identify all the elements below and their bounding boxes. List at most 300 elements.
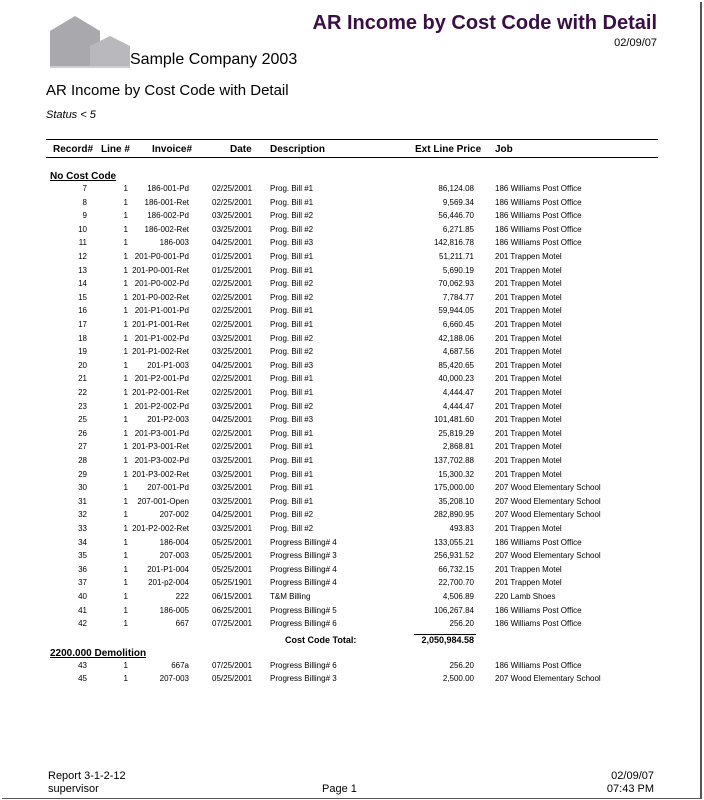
cell-line: 1 (123, 252, 128, 261)
cell-date: 06/25/2001 (212, 605, 253, 615)
table-row (0, 306, 704, 319)
table-row (0, 388, 704, 401)
group-header: No Cost Code (50, 171, 117, 182)
cell-description: Prog. Bill #1 (270, 197, 314, 207)
cell-job: 186 Williams Post Office (495, 211, 582, 221)
cell-record: 32 (78, 510, 87, 520)
cell-price: 256.20 (449, 660, 474, 670)
cell-description: Prog. Bill #1 (270, 374, 314, 384)
cell-line: 1 (123, 320, 128, 329)
cell-price: 175,000.00 (433, 483, 474, 493)
cell-line: 1 (123, 442, 128, 452)
cell-line: 1 (123, 428, 128, 438)
table-row (0, 442, 704, 455)
cell-date: 03/25/2001 (212, 496, 253, 506)
cell-price: 7,784.77 (442, 292, 474, 302)
cell-invoice: 207-003 (159, 551, 189, 561)
cell-price: 493.83 (449, 524, 474, 533)
table-row (0, 470, 704, 483)
table-row (0, 497, 704, 510)
col-header-record: Record# (53, 144, 94, 155)
cell-record: 7 (82, 184, 87, 193)
cell-description: Progress Billing# 3 (270, 551, 337, 561)
cell-date: 04/25/2001 (212, 510, 253, 520)
cell-invoice: 667a (171, 660, 189, 670)
cell-line: 1 (123, 660, 128, 670)
cell-invoice: 207-003 (159, 674, 189, 684)
cell-price: 4,444.47 (442, 401, 474, 411)
cell-date: 04/25/2001 (212, 360, 253, 370)
cell-job: 201 Trappen Motel (495, 374, 562, 384)
cell-description: Progress Billing# 3 (270, 674, 337, 684)
cell-record: 36 (78, 564, 87, 574)
cell-price: 133,055.21 (433, 537, 474, 547)
cell-description: Progress Billing# 6 (270, 619, 337, 629)
footer-date: 02/09/07 (611, 770, 654, 782)
cell-job: 201 Trappen Motel (495, 292, 562, 302)
table-row (0, 293, 704, 306)
cell-record: 10 (78, 224, 87, 234)
cell-line: 1 (123, 279, 128, 289)
cell-price: 4,687.56 (442, 347, 474, 357)
cell-description: Prog. Bill #2 (270, 510, 314, 520)
cell-job: 201 Trappen Motel (495, 456, 562, 465)
cell-line: 1 (123, 605, 128, 615)
cell-date: 03/25/2001 (212, 469, 253, 479)
cell-date: 03/25/2001 (212, 401, 253, 411)
cell-line: 1 (123, 292, 128, 302)
footer-time: 07:43 PM (606, 783, 654, 795)
table-row (0, 538, 704, 551)
cell-job: 201 Trappen Motel (495, 252, 562, 261)
cell-line: 1 (123, 456, 128, 465)
cell-description: Progress Billing# 4 (270, 564, 337, 574)
cell-date: 03/25/2001 (212, 224, 253, 234)
cell-date: 01/25/2001 (212, 252, 253, 261)
table-row (0, 347, 704, 360)
cell-invoice: 201-P0-002-Pd (134, 279, 189, 289)
cell-line: 1 (123, 674, 128, 684)
cell-date: 05/25/1901 (212, 578, 253, 588)
cell-job: 201 Trappen Motel (495, 279, 562, 289)
cell-description: Prog. Bill #2 (270, 524, 314, 533)
cell-date: 02/25/2001 (212, 320, 253, 329)
cell-invoice: 201-p2-004 (148, 578, 189, 588)
cell-date: 03/25/2001 (212, 456, 253, 465)
cell-line: 1 (123, 184, 128, 193)
cell-price: 56,446.70 (438, 211, 474, 221)
cell-invoice: 201-P1-002-Ret (132, 347, 189, 357)
cell-price: 70,062.93 (438, 279, 474, 289)
cell-job: 186 Williams Post Office (495, 660, 582, 670)
cell-record: 20 (78, 360, 87, 370)
cell-invoice: 186-002-Pd (147, 211, 189, 221)
cell-record: 28 (78, 456, 87, 465)
company-name: Sample Company 2003 (130, 51, 298, 68)
cell-record: 22 (78, 388, 87, 397)
cell-price: 25,819.29 (438, 428, 474, 438)
cell-record: 35 (78, 551, 87, 561)
cell-date: 03/25/2001 (212, 483, 253, 493)
table-row (0, 524, 704, 537)
cell-invoice: 201-P2-001-Pd (134, 374, 189, 384)
table-row (0, 361, 704, 374)
cell-job: 201 Trappen Motel (495, 333, 562, 343)
table-row (0, 510, 704, 523)
footer-page: Page 1 (322, 783, 357, 795)
cell-job: 207 Wood Elementary School (495, 674, 601, 684)
cell-description: Prog. Bill #2 (270, 333, 314, 343)
cell-job: 201 Trappen Motel (495, 442, 562, 452)
footer-user: supervisor (48, 783, 99, 795)
cell-job: 186 Williams Post Office (495, 197, 582, 207)
cell-date: 03/25/2001 (212, 211, 253, 221)
cell-line: 1 (123, 360, 128, 370)
table-row (0, 252, 704, 265)
cell-invoice: 222 (175, 592, 189, 601)
cell-invoice: 207-001-Open (137, 496, 189, 506)
cell-date: 03/25/2001 (212, 347, 253, 357)
cell-record: 37 (78, 578, 87, 588)
cell-date: 02/25/2001 (212, 428, 253, 438)
cell-price: 256,931.52 (433, 551, 474, 561)
cell-description: Prog. Bill #1 (270, 496, 314, 506)
table-row (0, 619, 704, 632)
cell-record: 21 (78, 374, 87, 384)
cell-line: 1 (123, 265, 128, 275)
cell-invoice: 201-P1-001-Ret (132, 320, 189, 329)
cell-job: 207 Wood Elementary School (495, 551, 601, 561)
footer-report-id: Report 3-1-2-12 (48, 770, 126, 782)
col-header-job: Job (495, 144, 513, 155)
cell-price: 22,700.70 (438, 578, 474, 588)
cell-line: 1 (123, 197, 128, 207)
cell-line: 1 (123, 537, 128, 547)
cell-line: 1 (123, 306, 128, 316)
cell-description: Progress Billing# 4 (270, 537, 337, 547)
cell-line: 1 (123, 415, 128, 425)
cell-price: 40,000.23 (438, 374, 474, 384)
cell-date: 07/25/2001 (212, 660, 253, 670)
cell-line: 1 (123, 592, 128, 601)
cell-date: 03/25/2001 (212, 524, 253, 533)
cell-price: 4,506.89 (442, 592, 474, 601)
cell-line: 1 (123, 619, 128, 629)
cell-line: 1 (123, 224, 128, 234)
cell-record: 34 (78, 537, 87, 547)
col-header-date: Date (230, 144, 252, 155)
table-row (0, 674, 704, 687)
cell-description: Prog. Bill #3 (270, 360, 314, 370)
cell-job: 201 Trappen Motel (495, 524, 562, 533)
cell-job: 201 Trappen Motel (495, 564, 562, 574)
cell-price: 35,208.10 (438, 496, 474, 506)
cell-date: 02/25/2001 (212, 442, 253, 452)
cell-date: 05/25/2001 (212, 674, 253, 684)
cell-job: 201 Trappen Motel (495, 401, 562, 411)
cell-description: Prog. Bill #2 (270, 211, 314, 221)
status-filter: Status < 5 (46, 109, 96, 121)
header-date: 02/09/07 (614, 37, 657, 49)
cell-line: 1 (123, 388, 128, 397)
cell-date: 05/25/2001 (212, 537, 253, 547)
cell-date: 04/25/2001 (212, 238, 253, 248)
cell-price: 282,890.95 (433, 510, 474, 520)
cell-invoice: 201-P2-002-Ret (132, 524, 189, 533)
cell-line: 1 (123, 347, 128, 357)
report-subtitle: AR Income by Cost Code with Detail (46, 82, 289, 99)
cell-invoice: 667 (175, 619, 189, 629)
cell-record: 45 (78, 674, 87, 684)
cell-description: Progress Billing# 5 (270, 605, 337, 615)
cell-price: 51,211.71 (439, 252, 474, 261)
cell-date: 02/25/2001 (212, 279, 253, 289)
cell-description: Prog. Bill #1 (270, 469, 314, 479)
cell-description: Prog. Bill #1 (270, 252, 314, 261)
table-row (0, 592, 704, 605)
cell-price: 5,690.19 (442, 265, 474, 275)
cell-invoice: 186-003 (159, 238, 189, 248)
cell-invoice: 201-P2-003 (147, 415, 189, 425)
cell-job: 207 Wood Elementary School (495, 510, 601, 520)
cell-price: 85,420.65 (438, 360, 474, 370)
cell-record: 12 (78, 252, 87, 261)
cell-price: 2,868.81 (442, 442, 474, 452)
cell-invoice: 201-P1-001-Pd (134, 306, 189, 316)
cell-invoice: 201-P0-001-Pd (134, 252, 189, 261)
cell-invoice: 201-P1-002-Pd (134, 333, 189, 343)
table-row (0, 198, 704, 211)
cell-line: 1 (123, 469, 128, 479)
col-header-line: Line # (101, 144, 130, 155)
cell-record: 29 (78, 469, 87, 479)
cell-price: 15,300.32 (438, 469, 474, 479)
cell-description: Prog. Bill #2 (270, 401, 314, 411)
cell-price: 66,732.15 (438, 564, 474, 574)
cell-description: Prog. Bill #3 (270, 238, 314, 248)
cell-description: Prog. Bill #1 (270, 456, 314, 465)
cell-description: Prog. Bill #2 (270, 292, 314, 302)
cell-line: 1 (123, 496, 128, 506)
table-row (0, 578, 704, 591)
cell-job: 201 Trappen Motel (495, 578, 562, 588)
cell-record: 17 (78, 320, 87, 329)
cell-description: Prog. Bill #1 (270, 320, 314, 329)
cell-record: 26 (78, 428, 87, 438)
cell-record: 18 (78, 333, 87, 343)
table-row (0, 456, 704, 469)
cell-job: 201 Trappen Motel (495, 415, 562, 425)
table-row (0, 211, 704, 224)
cell-job: 220 Lamb Shoes (495, 592, 556, 601)
cell-record: 25 (78, 415, 87, 425)
cell-description: T&M Billing (270, 592, 311, 601)
cell-description: Prog. Bill #1 (270, 184, 314, 193)
cell-invoice: 201-P3-001-Ret (132, 442, 189, 452)
cell-line: 1 (123, 211, 128, 221)
cell-invoice: 207-001-Pd (147, 483, 189, 493)
col-header-invoice: Invoice# (152, 144, 193, 155)
cell-price: 106,267.84 (433, 605, 474, 615)
cell-record: 14 (78, 279, 87, 289)
table-row (0, 334, 704, 347)
cell-description: Prog. Bill #1 (270, 388, 314, 397)
cell-record: 43 (78, 660, 87, 670)
cell-date: 01/25/2001 (212, 265, 253, 275)
cell-description: Prog. Bill #1 (270, 428, 314, 438)
table-row (0, 661, 704, 674)
header-rule-bottom (46, 157, 658, 158)
cell-date: 05/25/2001 (212, 564, 253, 574)
cell-record: 16 (78, 306, 87, 316)
cell-line: 1 (123, 510, 128, 520)
cell-price: 101,481.60 (433, 415, 474, 425)
cell-description: Prog. Bill #1 (270, 483, 314, 493)
group-header: 2200.000 Demolition (50, 647, 147, 659)
cell-price: 2,500.00 (442, 674, 474, 684)
cell-job: 201 Trappen Motel (495, 306, 562, 316)
table-row (0, 320, 704, 333)
cell-date: 04/25/2001 (212, 415, 253, 425)
cell-price: 6,271.85 (442, 224, 474, 234)
cell-description: Progress Billing# 6 (270, 660, 337, 670)
header-rule-top (46, 139, 658, 140)
cell-invoice: 201-P1-004 (147, 564, 189, 574)
cell-price: 256.20 (449, 619, 474, 629)
cell-date: 02/25/2001 (212, 388, 253, 397)
cell-date: 02/25/2001 (212, 306, 253, 316)
cell-record: 31 (78, 496, 87, 506)
cell-invoice: 186-004 (159, 537, 189, 547)
cell-date: 05/25/2001 (212, 551, 253, 561)
table-row (0, 606, 704, 619)
cell-record: 40 (78, 592, 87, 601)
cell-price: 142,816.78 (433, 238, 474, 248)
cell-price: 42,188.06 (438, 333, 474, 343)
cell-job: 201 Trappen Motel (495, 469, 562, 479)
cell-invoice: 207-002 (159, 510, 189, 520)
col-header-price: Ext Line Price (415, 144, 482, 155)
cell-job: 201 Trappen Motel (495, 360, 562, 370)
cell-invoice: 201-P0-001-Ret (132, 265, 189, 275)
cell-date: 07/25/2001 (212, 619, 253, 629)
table-row (0, 279, 704, 292)
cell-description: Progress Billing# 4 (270, 578, 337, 588)
table-row (0, 565, 704, 578)
cell-line: 1 (123, 483, 128, 493)
cost-code-total-value: 2,050,984.58 (421, 634, 474, 645)
cell-invoice: 201-P2-001-Ret (132, 388, 189, 397)
cell-record: 13 (78, 265, 87, 275)
cell-invoice: 201-P3-002-Ret (132, 469, 189, 479)
cell-invoice: 201-P0-002-Ret (132, 292, 189, 302)
cell-date: 02/25/2001 (212, 197, 253, 207)
table-row (0, 429, 704, 442)
cell-description: Prog. Bill #1 (270, 265, 314, 275)
cell-date: 02/25/2001 (212, 374, 253, 384)
table-row (0, 402, 704, 415)
table-row (0, 238, 704, 251)
cell-invoice: 201-P3-001-Pd (134, 428, 189, 438)
cell-line: 1 (123, 238, 128, 248)
cell-job: 207 Wood Elementary School (495, 496, 601, 506)
table-row (0, 551, 704, 564)
cell-job: 186 Williams Post Office (495, 238, 582, 248)
cell-line: 1 (123, 401, 128, 411)
cell-invoice: 186-001-Ret (144, 197, 189, 207)
cell-price: 59,944.05 (438, 306, 474, 316)
company-logo (50, 16, 130, 68)
cell-line: 1 (123, 551, 128, 561)
cell-date: 02/25/2001 (212, 184, 253, 193)
table-row (0, 184, 704, 197)
cell-date: 02/25/2001 (212, 292, 253, 302)
cell-record: 23 (78, 401, 87, 411)
cell-description: Prog. Bill #2 (270, 224, 314, 234)
cell-job: 201 Trappen Motel (495, 428, 562, 438)
cell-date: 03/25/2001 (212, 333, 253, 343)
cell-invoice: 186-002-Ret (144, 224, 189, 234)
cell-invoice: 186-005 (159, 605, 189, 615)
cell-description: Prog. Bill #3 (270, 415, 314, 425)
cell-record: 30 (78, 483, 87, 493)
cell-description: Prog. Bill #1 (270, 306, 314, 316)
cell-price: 137,702.88 (433, 456, 474, 465)
cell-invoice: 201-P1-003 (147, 360, 189, 370)
cell-record: 9 (82, 211, 87, 221)
cell-job: 207 Wood Elementary School (495, 483, 601, 493)
cell-invoice: 201-P3-002-Pd (134, 456, 189, 465)
cell-job: 186 Williams Post Office (495, 224, 582, 234)
col-header-description: Description (270, 144, 326, 155)
cell-job: 186 Williams Post Office (495, 605, 582, 615)
cell-date: 06/15/2001 (212, 592, 253, 601)
cell-record: 27 (78, 442, 87, 452)
cell-description: Prog. Bill #2 (270, 279, 314, 289)
cell-job: 186 Williams Post Office (495, 537, 582, 547)
cell-price: 9,569.34 (442, 197, 474, 207)
cell-job: 201 Trappen Motel (495, 388, 562, 397)
report-title: AR Income by Cost Code with Detail (312, 12, 657, 34)
cell-job: 186 Williams Post Office (495, 184, 582, 193)
cell-record: 42 (78, 619, 87, 629)
cell-record: 41 (78, 605, 87, 615)
table-row (0, 266, 704, 279)
cell-record: 19 (78, 347, 87, 357)
cell-line: 1 (123, 564, 128, 574)
cell-record: 8 (82, 197, 87, 207)
table-row (0, 225, 704, 238)
cell-job: 201 Trappen Motel (495, 265, 562, 275)
cell-job: 186 Williams Post Office (495, 619, 582, 629)
table-row (0, 374, 704, 387)
cell-description: Prog. Bill #1 (270, 442, 314, 452)
cell-record: 15 (78, 292, 87, 302)
cell-job: 201 Trappen Motel (495, 320, 562, 329)
cell-record: 33 (78, 524, 87, 533)
table-row (0, 415, 704, 428)
cell-price: 4,444.47 (442, 388, 474, 397)
cell-description: Prog. Bill #2 (270, 347, 314, 357)
cell-price: 6,660.45 (442, 320, 474, 329)
cell-price: 86,124.08 (438, 184, 474, 193)
cell-line: 1 (123, 578, 128, 588)
cell-record: 11 (78, 238, 87, 248)
cell-line: 1 (123, 333, 128, 343)
cell-line: 1 (123, 524, 128, 533)
cell-invoice: 186-001-Pd (147, 184, 189, 193)
cell-job: 201 Trappen Motel (495, 347, 562, 357)
